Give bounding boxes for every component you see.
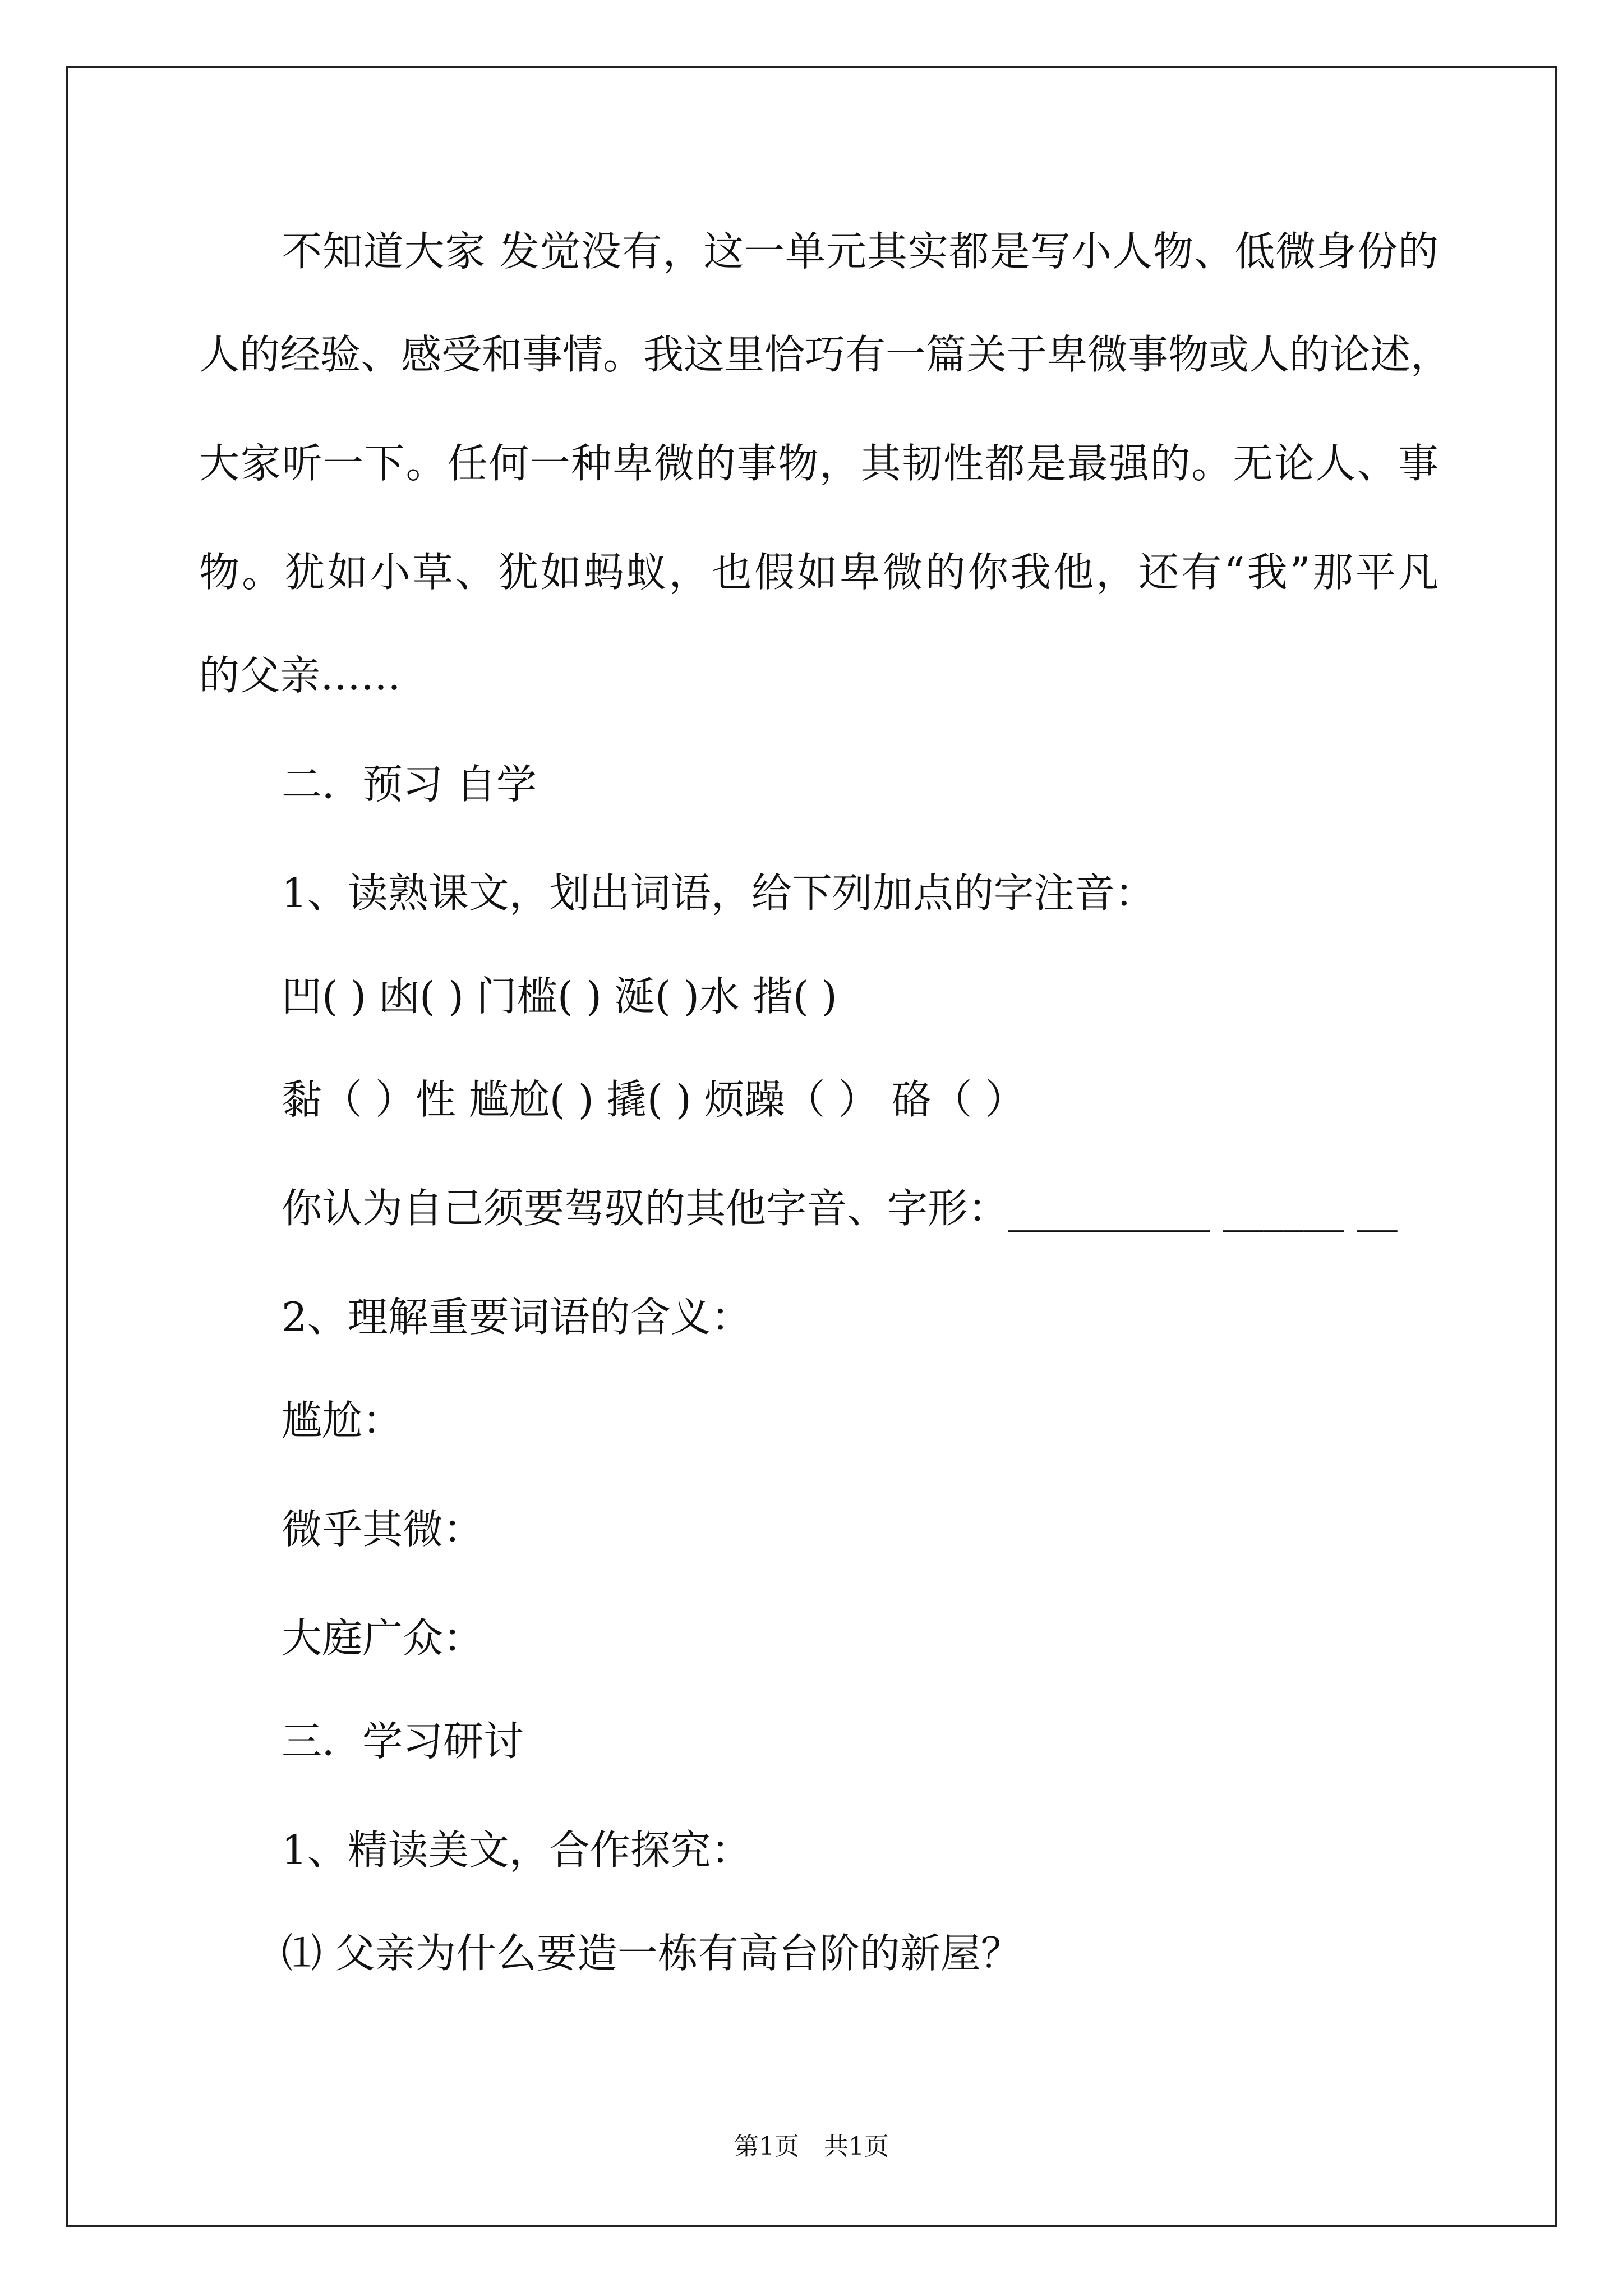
term-weihuqiwei: 微乎其微： [282, 1506, 484, 1553]
section2-question-2: 2、理解重要词语的含义： [282, 1294, 751, 1341]
pinyin-row-1: 凹( ) 凼( ) 门槛( ) 涎( )水 揩( ) [282, 973, 837, 1020]
section2-question-1: 1、读熟课文，划出词语，给下列加点的字注音： [282, 869, 1155, 917]
intro-line-2: 人的经验、感受和事情。我这里恰巧有一篇关于卑微事物或人的论述， [199, 331, 1451, 378]
intro-line-5: 的父亲…… [199, 652, 402, 699]
page-border [66, 66, 1557, 2227]
intro-line-3: 大家听一下。任何一种卑微的事物，其韧性都是最强的。无论人、事 [199, 440, 1438, 487]
section3-heading: 三．学习研讨 [282, 1718, 524, 1765]
pinyin-row-2: 黏（ ）性 尴尬( ) 撬( ) 烦躁（ ） 硌（ ） [282, 1076, 1026, 1123]
intro-line-1: 不知道大家 发觉没有，这一单元其实都是写小人物、低微身份的 [282, 228, 1438, 275]
intro-line-4: 物。犹如小草、犹如蚂蚁，也假如卑微的你我他，还有“我”那平凡 [199, 549, 1438, 596]
page-footer: 第1页 共1页 [734, 2132, 889, 2161]
section3-sub-question-1: ⑴ 父亲为什么要造一栋有高台阶的新屋？ [282, 1930, 1021, 1977]
section2-heading: 二．预习 自学 [282, 761, 537, 808]
other-words-line: 你认为自己须要驾驭的其他字音、字形：__________ ______ __ [282, 1185, 1398, 1232]
term-ganga: 尴尬： [282, 1397, 403, 1444]
section3-question-1: 1、精读美文，合作探究： [282, 1826, 751, 1874]
term-datingguangzhong: 大庭广众： [282, 1614, 484, 1662]
